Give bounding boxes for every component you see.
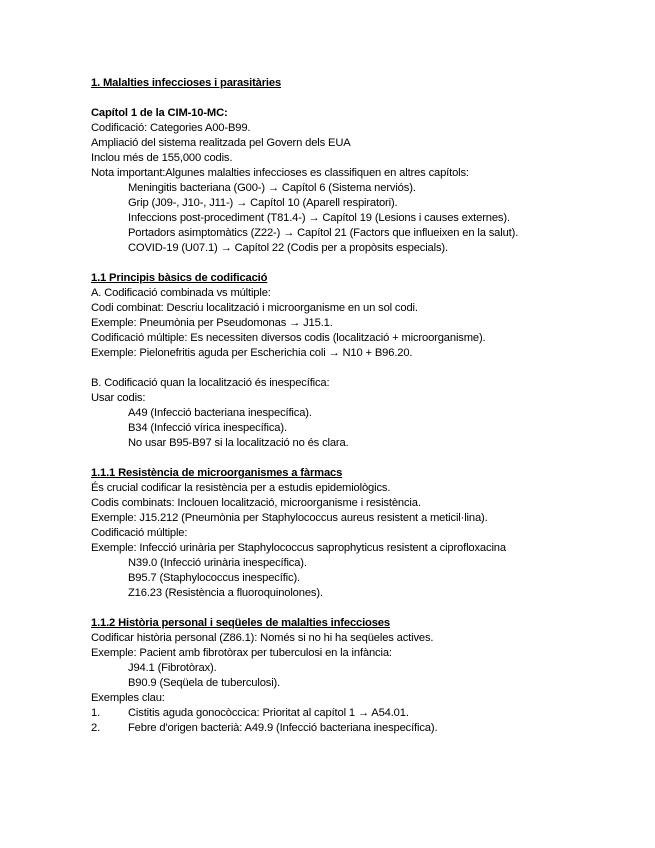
- text-line: Inclou més de 155,000 codis.: [91, 152, 233, 164]
- spacer: [91, 91, 631, 106]
- spacer: [91, 256, 631, 271]
- spacer: [91, 451, 631, 466]
- item-text: Cistitis aguda gonocòccica: Prioritat al capítol 1 → A54.01.: [128, 707, 409, 719]
- indented-item: No usar B95-B97 si la localització no és clara.: [128, 437, 349, 449]
- text-line: Codis combinats: Inclouen localització, microorganisme i resistència.: [91, 497, 421, 509]
- indented-item: Z16.23 (Resistència a fluoroquinolones).: [128, 587, 323, 599]
- indented-item: B95.7 (Staphylococcus inespecífic).: [128, 572, 300, 584]
- indented-item: J94.1 (Fibrotòrax).: [128, 662, 217, 674]
- item-number: 1.: [91, 707, 101, 719]
- text-line: Exemple: Pielonefritis aguda per Escherichia coli → N10 + B96.20.: [91, 347, 413, 359]
- indented-item: Infeccions post-procediment (T81.4-) → Capítol 19 (Lesions i causes externes).: [128, 212, 510, 224]
- indented-item: N39.0 (Infecció urinària inespecífica).: [128, 557, 307, 569]
- spacer: [91, 601, 631, 616]
- chapter-title: Capítol 1 de la CIM-10-MC:: [91, 107, 228, 119]
- section-heading: 1.1.1 Resistència de microorganismes a fàrmacs: [91, 467, 343, 479]
- text-line: Usar codis:: [91, 392, 146, 404]
- numbered-item: [91, 706, 631, 721]
- indented-item: Portadors asimptomàtics (Z22-) → Capítol 21 (Factors que influeixen en la salut).: [128, 227, 519, 239]
- text-line: Codificació múltiple: Es necessiten diversos codis (localització + microorganisme).: [91, 332, 486, 344]
- text-line: Exemple: J15.212 (Pneumònia per Staphylococcus aureus resistent a meticil·lina).: [91, 512, 488, 524]
- indented-item: B34 (Infecció vírica inespecífica).: [128, 422, 287, 434]
- text-line: B. Codificació quan la localització és inespecífica:: [91, 377, 330, 389]
- text-line: Exemple: Pacient amb fibrotòrax per tuberculosi en la infància:: [91, 647, 392, 659]
- item-number: 2.: [91, 722, 101, 734]
- text-line: Codi combinat: Descriu localització i microorganisme en un sol codi.: [91, 302, 418, 314]
- text-line: És crucial codificar la resistència per a estudis epidemiològics.: [91, 482, 391, 494]
- numbered-item: [91, 721, 631, 736]
- indented-item: COVID-19 (U07.1) → Capítol 22 (Codis per a propòsits especials).: [128, 242, 448, 254]
- indented-item: B90.9 (Seqüela de tuberculosi).: [128, 677, 281, 689]
- text-line: Exemples clau:: [91, 692, 165, 704]
- text-line: Codificar història personal (Z86.1): Només si no hi ha seqüeles actives.: [91, 632, 434, 644]
- section-heading: 1.1.2 Història personal i seqüeles de malalties infeccioses: [91, 617, 390, 629]
- text-line: Exemple: Pneumònia per Pseudomonas → J15.1.: [91, 317, 333, 329]
- text-line: Codificació múltiple:: [91, 527, 188, 539]
- indented-item: Grip (J09-, J10-, J11-) → Capítol 10 (Aparell respiratori).: [128, 197, 398, 209]
- item-text: Febre d'origen bacterià: A49.9 (Infecció bacteriana inespecífica).: [128, 722, 438, 734]
- text-line: Nota important:Algunes malalties infeccioses es classifiquen en altres capítols:: [91, 167, 469, 179]
- spacer: [91, 361, 631, 376]
- indented-item: Meningitis bacteriana (G00-) → Capítol 6 (Sistema nerviós).: [128, 182, 416, 194]
- text-line: Codificació: Categories A00-B99.: [91, 122, 251, 134]
- text-line: Ampliació del sistema realitzada pel Govern dels EUA: [91, 137, 351, 149]
- section-heading: 1.1 Principis bàsics de codificació: [91, 272, 268, 284]
- indented-item: A49 (Infecció bacteriana inespecífica).: [128, 407, 312, 419]
- text-line: Exemple: Infecció urinària per Staphylococcus saprophyticus resistent a ciprofloxacina: [91, 542, 506, 554]
- section-heading: 1. Malalties infeccioses i parasitàries: [91, 77, 282, 89]
- text-line: A. Codificació combinada vs múltiple:: [91, 287, 271, 299]
- document-body: [91, 76, 631, 736]
